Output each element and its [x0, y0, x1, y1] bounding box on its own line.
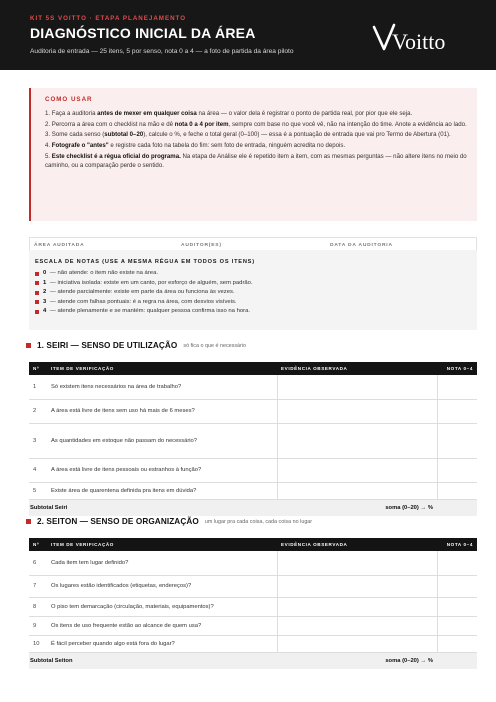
seiton-table — [29, 538, 477, 669]
section-title: 1. SEIRI — SENSO DE UTILIZAÇÃO — [37, 341, 178, 350]
date-field-label: DATA DA AUDITORIA — [330, 243, 393, 248]
table-row — [29, 399, 477, 423]
row-item: A área está livre de itens sem uso há mais de 6 meses? — [47, 399, 277, 423]
row-number: 4 — [29, 458, 47, 482]
evidence-cell[interactable] — [277, 575, 437, 597]
scale-item-1: 1 — iniciativa isolada: existe em um canto, por esforço de alguém, sem padrão. — [35, 279, 477, 289]
evidence-cell[interactable] — [277, 375, 437, 399]
row-item: É fácil perceber quando algo está fora do lugar? — [47, 635, 277, 652]
table-row — [29, 616, 477, 635]
table-row — [29, 551, 477, 575]
evidence-cell[interactable] — [277, 635, 437, 652]
auditors-field-label: AUDITOR(ES) — [181, 243, 222, 248]
row-number: 9 — [29, 616, 47, 635]
grade-cell[interactable] — [437, 399, 477, 423]
page-subtitle: Auditoria de entrada — 25 itens, 5 por senso, nota 0 a 4 — a foto de partida da área piloto — [30, 48, 294, 55]
subtotal-row — [29, 652, 477, 669]
evidence-cell[interactable] — [277, 423, 437, 458]
row-item: Só existem itens necessários na área de trabalho? — [47, 375, 277, 399]
table-header-row — [29, 362, 477, 375]
area-field — [34, 243, 84, 248]
row-item: Cada item tem lugar definido? — [47, 551, 277, 575]
subtotal-formula: soma (0–20) → % — [277, 499, 437, 516]
col-header-number: Nº — [29, 538, 47, 551]
auditors-field — [181, 243, 222, 248]
section-title: 2. SEITON — SENSO DE ORGANIZAÇÃO — [37, 517, 199, 526]
table-row — [29, 635, 477, 652]
table-header-row — [29, 538, 477, 551]
scale-item-3: 3 — atende com falhas pontuais: é a regra na área, com desvios visíveis. — [35, 298, 477, 308]
evidence-cell[interactable] — [277, 458, 437, 482]
subtotal-value[interactable] — [437, 499, 477, 516]
page-title: DIAGNÓSTICO INICIAL DA ÁREA — [30, 25, 256, 41]
scale-item-2: 2 — atende parcialmente: existe em parte da área ou funciona às vezes. — [35, 288, 477, 298]
row-item: Existe área de quarentena definida pra itens em dúvida? — [47, 482, 277, 499]
row-item: Os lugares estão identificados (etiquetas, endereços)? — [47, 575, 277, 597]
section-marker-icon — [26, 519, 31, 524]
square-marker-icon — [35, 272, 39, 276]
table-row — [29, 458, 477, 482]
evidence-cell[interactable] — [277, 551, 437, 575]
scale-item-0: 0 — não atende: o item não existe na área. — [35, 269, 477, 279]
square-marker-icon — [35, 300, 39, 304]
evidence-cell[interactable] — [277, 482, 437, 499]
how-to-use-title: COMO USAR — [45, 96, 93, 103]
row-item: A área está livre de itens pessoais ou estranhos à função? — [47, 458, 277, 482]
table-row — [29, 423, 477, 458]
how-to-item-1: 1. Faça a auditoria antes de mexer em qualquer coisa na área — o valor dela é registrar o ponto de partida real, por pior que ele seja. — [45, 110, 413, 117]
grade-cell[interactable] — [437, 458, 477, 482]
table-row — [29, 597, 477, 616]
col-header-grade: NOTA 0–4 — [437, 538, 477, 551]
grade-cell[interactable] — [437, 551, 477, 575]
date-field — [330, 243, 393, 248]
grading-scale-box — [29, 250, 477, 330]
how-to-item-4: 4. Fotografe o "antes" e registre cada foto na tabela do fim: sem foto de entrada, ninguém acredita no depois. — [45, 142, 346, 150]
row-number: 2 — [29, 399, 47, 423]
grading-scale-title: ESCALA DE NOTAS (USE A MESMA RÉGUA EM TODOS OS ITENS) — [35, 259, 255, 265]
grade-cell[interactable] — [437, 375, 477, 399]
row-item: As quantidades em estoque não passam do necessário? — [47, 423, 277, 458]
section-seiri-header — [26, 341, 246, 350]
evidence-cell[interactable] — [277, 597, 437, 616]
row-number: 6 — [29, 551, 47, 575]
col-header-evidence: EVIDÊNCIA OBSERVADA — [277, 362, 437, 375]
row-item: Os itens de uso frequente estão ao alcance de quem usa? — [47, 616, 277, 635]
grade-cell[interactable] — [437, 616, 477, 635]
subtotal-value[interactable] — [437, 652, 477, 669]
row-number: 7 — [29, 575, 47, 597]
grade-cell[interactable] — [437, 423, 477, 458]
square-marker-icon — [35, 291, 39, 295]
row-number: 1 — [29, 375, 47, 399]
evidence-cell[interactable] — [277, 616, 437, 635]
voitto-logo — [370, 21, 462, 55]
section-marker-icon — [26, 343, 31, 348]
page-header — [0, 0, 496, 70]
row-number: 10 — [29, 635, 47, 652]
how-to-item-3: 3. Some cada senso (subtotal 0–20), calcule o %, e feche o total geral (0–100) — essa é a pontuação de entrada que vai pro Termo de Abertura (01). — [45, 131, 451, 139]
subtotal-label: Subtotal Seiri — [29, 499, 277, 516]
area-field-label: ÁREA AUDITADA — [34, 243, 85, 248]
how-to-use-list — [39, 109, 469, 171]
how-to-use-box — [29, 88, 477, 221]
svg-text:Voitto: Voitto — [392, 29, 446, 54]
how-to-item-2: 2. Percorra a área com o checklist na mão e dê nota 0 a 4 por item, sempre com base no que você vê, não na intenção do time. Anote a evidência ao lado. — [45, 120, 467, 128]
col-header-item: ITEM DE VERIFICAÇÃO — [47, 362, 277, 375]
grade-cell[interactable] — [437, 482, 477, 499]
seiri-table — [29, 362, 477, 516]
evidence-cell[interactable] — [277, 399, 437, 423]
header-kicker: KIT 5S VOITTO · ETAPA PLANEJAMENTO — [30, 15, 187, 22]
row-number: 3 — [29, 423, 47, 458]
square-marker-icon — [35, 310, 39, 314]
how-to-item-5: 5. Este checklist é a régua oficial do programa. Na etapa de Análise ele é repetido item a item, com as mesmas perguntas — não altere itens no meio do caminho, ou a comparação perde o sentido. — [45, 152, 467, 170]
table-row — [29, 482, 477, 499]
row-number: 5 — [29, 482, 47, 499]
row-number: 8 — [29, 597, 47, 616]
square-marker-icon — [35, 281, 39, 285]
col-header-item: ITEM DE VERIFICAÇÃO — [47, 538, 277, 551]
col-header-number: Nº — [29, 362, 47, 375]
subtotal-label: Subtotal Seiton — [29, 652, 277, 669]
section-subtitle: um lugar pra cada coisa, cada coisa no lugar — [204, 518, 313, 525]
table-row — [29, 375, 477, 399]
grade-cell[interactable] — [437, 597, 477, 616]
scale-item-4: 4 — atende plenamente e se mantém: qualquer pessoa confirma isso na hora. — [35, 307, 477, 317]
row-item: O piso tem demarcação (circulação, materiais, equipamentos)? — [47, 597, 277, 616]
col-header-grade: NOTA 0–4 — [437, 362, 477, 375]
subtotal-row — [29, 499, 477, 516]
section-subtitle: só fica o que é necessário — [183, 342, 247, 349]
table-row — [29, 575, 477, 597]
subtotal-formula: soma (0–20) → % — [277, 652, 437, 669]
col-header-evidence: EVIDÊNCIA OBSERVADA — [277, 538, 437, 551]
section-seiton-header — [26, 517, 312, 526]
grade-cell[interactable] — [437, 575, 477, 597]
grade-cell[interactable] — [437, 635, 477, 652]
